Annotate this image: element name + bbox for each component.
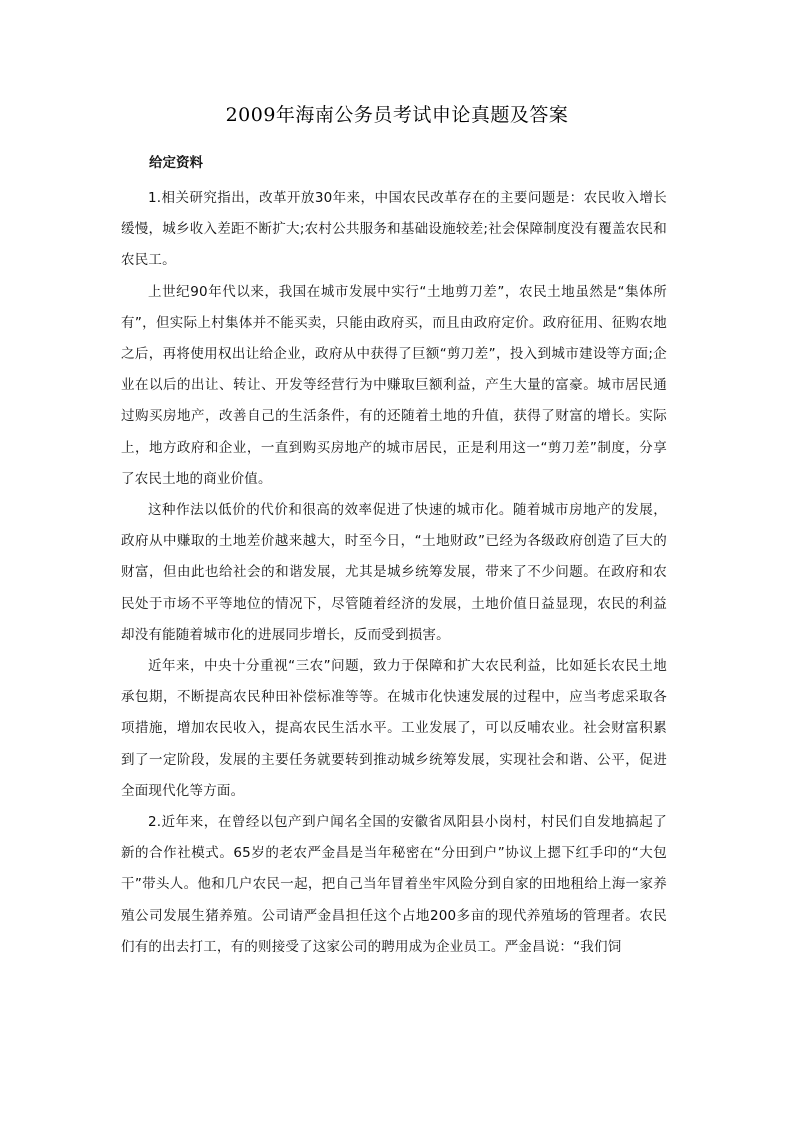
document-body bbox=[121, 183, 667, 963]
document-title: 2009年海南公务员考试申论真题及答案 bbox=[225, 104, 569, 126]
paragraph: 2.近年来，在曾经以包产到户闻名全国的安徽省凤阳县小岗村，村民们自发地搞起了新的合作社模式。65岁的老农严金昌是当年秘密在“分田到户”协议上摁下红手印的“大包干”带头人。他和几户农民一起，把自己当年冒着坐牢风险分到自家的田地租给上海一家养殖公司发展生猪养殖。公司请严金昌担任这个占地200多亩的现代养殖场的管理者。农民们有的出去打工，有的则接受了这家公司的聘用成为企业员工。严金昌说：“我们饲 bbox=[121, 814, 667, 955]
paragraph: 这种作法以低价的代价和很高的效率促进了快速的城市化。随着城市房地产的发展，政府从中赚取的土地差价越来越大，时至今日，“土地财政”已经为各级政府创造了巨大的财富，但由此也给社会的和谐发展，尤其是城乡统筹发展，带来了不少问题。在政府和农民处于市场不平等地位的情况下，尽管随着经济的发展，土地价值日益显现，农民的利益却没有能随着城市化的进展同步增长，反而受到损害。 bbox=[121, 502, 667, 643]
paragraph: 1.相关研究指出，改革开放30年来，中国农民改革存在的主要问题是：农民收入增长缓慢，城乡收入差距不断扩大;农村公共服务和基础设施较差;社会保障制度没有覆盖农民和农民工。 bbox=[121, 190, 667, 269]
paragraph: 上世纪90年代以来，我国在城市发展中实行“土地剪刀差”，农民土地虽然是“集体所有”，但实际上村集体并不能买卖，只能由政府买，而且由政府定价。政府征用、征购农地之后，再将使用权出让给企业，政府从中获得了巨额“剪刀差”，投入到城市建设等方面;企业在以后的出让、转让、开发等经营行为中赚取巨额利益，产生大量的富豪。城市居民通过购买房地产，改善自己的生活条件，有的还随着土地的升值，获得了财富的增长。实际上，地方政府和企业，一直到购买房地产的城市居民，正是利用这一“剪刀差”制度，分享了农民土地的商业价值。 bbox=[121, 283, 667, 487]
paragraph: 近年来，中央十分重视“三农”问题，致力于保障和扩大农民利益，比如延长农民土地承包期，不断提高农民种田补偿标准等等。在城市化快速发展的过程中，应当考虑采取各项措施，增加农民收入，提高农民生活水平。工业发展了，可以反哺农业。社会财富积累到了一定阶段，发展的主要任务就要转到推动城乡统筹发展，实现社会和谐、公平，促进全面现代化等方面。 bbox=[121, 658, 667, 799]
section-heading: 给定资料 bbox=[149, 155, 203, 171]
